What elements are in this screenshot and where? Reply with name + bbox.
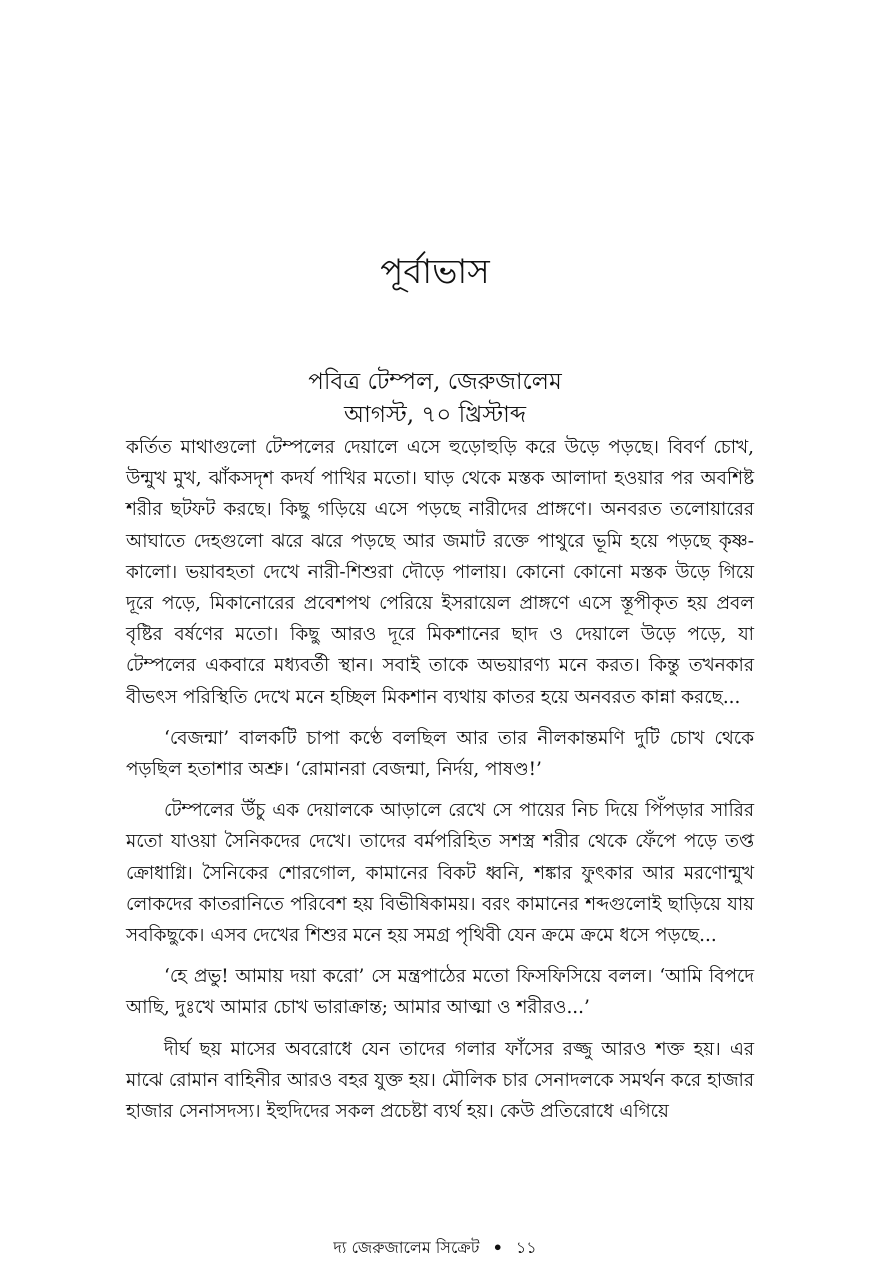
paragraph-3: টেম্পলের উঁচু এক দেয়ালকে আড়ালে রেখে সে পায়ের নিচ দিয়ে পিঁপড়ার সারির মতো যাওয়া সৈনিকদের দেখে। তাদের বর্মপরিহিত সশস্ত্র শরীর থেকে ফেঁপে পড়ে তপ্ত ক্রোধাগ্নি। সৈনিকের শোরগোল, কামানের বিকট ধ্বনি, শঙ্কার ফুৎকার আর মরণোন্মুখ লোকদের কাতরানিতে পরিবেশ হয় বিভীষিকাময়। বরং কামানের শব্দগুলোই ছাড়িয়ে যায় সবকিছুকে। এসব দেখের শিশুর মনে হয় সমগ্র পৃথিবী যেন ক্রমে ক্রমে ধসে পড়ছে...	[126, 800, 754, 947]
page-number: ১১	[515, 1238, 537, 1257]
body-text	[126, 432, 754, 1137]
date-heading: আগস্ট, ৭০ খ্রিস্টাব্দ	[343, 402, 526, 428]
paragraph-1: কর্তিত মাথাগুলো টেম্পলের দেয়ালে এসে হুড়োহুড়ি করে উড়ে পড়ছে। বিবর্ণ চোখ, উন্মুখ মুখ, ঝাঁকসদৃশ কদর্য পাখির মতো। ঘাড় থেকে মস্তক আলাদা হওয়ার পর অবশিষ্ট শরীর ছটফট করছে। কিছু গড়িয়ে এসে পড়ছে নারীদের প্রাঙ্গণে। অনবরত তলোয়ারের আঘাতে দেহগুলো ঝরে ঝরে পড়ছে আর জমাট রক্তে পাথুরে ভূমি হয়ে পড়ছে কৃষ্ণ-কালো। ভয়াবহতা দেখে নারী-শিশুরা দৌড়ে পালায়। কোনো কোনো মস্তক উড়ে গিয়ে দূরে পড়ে, মিকানোরের প্রবেশপথ পেরিয়ে ইসরায়েল প্রাঙ্গণে এসে স্তূপীকৃত হয় প্রবল বৃষ্টির বর্ষণের মতো। কিছু আরও দূরে মিকশানের ছাদ ও দেয়ালে উড়ে পড়ে, যা টেম্পলের একবারে মধ্যবর্তী স্থান। সবাই তাকে অভয়ারণ্য মনে করত। কিন্তু তখনকার বীভৎস পরিস্থিতি দেখে মনে হচ্ছিল মিকশান ব্যথায় কাতর হয়ে অনবরত কান্না করছে...	[126, 437, 754, 708]
footer-separator: •	[492, 1238, 503, 1257]
paragraph-2: ‘বেজন্মা’ বালকটি চাপা কণ্ঠে বলছিল আর তার নীলকান্তমণি দুটি চোখ থেকে পড়ছিল হতাশার অশ্রু। ‘রোমানরা বেজন্মা, নির্দয়, পাষণ্ড!’	[126, 727, 754, 781]
chapter-title: পূর্বাভাস	[380, 252, 490, 292]
location-heading: পবিত্র টেম্পল, জেরুজালেম	[308, 369, 562, 395]
page-footer	[0, 1236, 870, 1260]
paragraph-5: দীর্ঘ ছয় মাসের অবরোধে যেন তাদের গলার ফাঁসের রজ্জু আরও শক্ত হয়। এর মাঝে রোমান বাহিনীর আরও বহর যুক্ত হয়। মৌলিক চার সেনাদলকে সমর্থন করে হাজার হাজার সেনাসদস্য। ইহুদিদের সকল প্রচেষ্টা ব্যর্থ হয়। কেউ প্রতিরোধে এগিয়ে	[126, 1038, 754, 1123]
footer-book-title: দ্য জেরুজালেম সিক্রেট	[333, 1238, 480, 1257]
paragraph-4: ‘হে প্রভু! আমায় দয়া করো’ সে মন্ত্রপাঠের মতো ফিসফিসিয়ে বলল। ‘আমি বিপদে আছি, দুঃখে আমার চোখ ভারাক্রান্ত; আমার আত্মা ও শরীরও...’	[126, 966, 754, 1019]
